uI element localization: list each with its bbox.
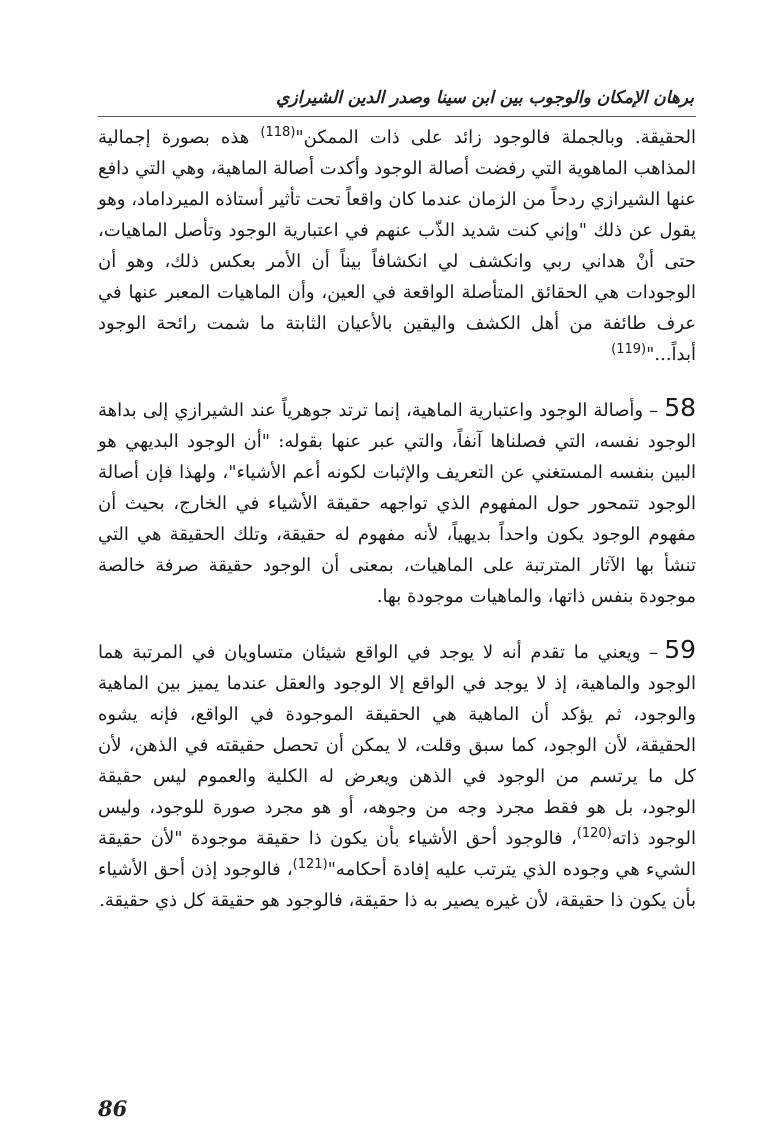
footnote-ref: (118) bbox=[260, 125, 296, 140]
header-divider bbox=[98, 116, 696, 117]
paragraph bbox=[98, 122, 696, 370]
text-run: هذه بصورة إجمالية المذاهب الماهوية التي رفضت أصالة الوجود وأكدت أصالة الماهية، وهي التي دافع عنها الشيرازي ردحاً من الزمان عندما كان واقعاً تحت تأثير أستاذه الميرداماد، وهو يقول عن ذلك "وإني كنت شديد الذّب عنهم في اعتبارية الوجود وتأصل الماهيات، حتى أنْ هداني ربي وانكشف لي انكشافاً بيناً أن الأمر بعكس ذلك، وهو أن الوجودات هي الحقائق المتأصلة الواقعة في العين، وأن الماهيات المعبر عنها في عرف طائفة من أهل الكشف واليقين بالأعيان الثابتة ما شمت رائحة الوجود أبداً..." bbox=[98, 127, 696, 365]
text-run: – ويعني ما تقدم أنه لا يوجد في الواقع شيئان متساويان في المرتبة هما الوجود والماهية، إذ لا يوجد في الواقع إلا الوجود والعقل عندما يميز بين الماهية والوجود، ثم يؤكد أن الماهية هي الحقيقة الموجودة في الواقع، فإنه يشوه الحقيقة، لأن الوجود، كما سبق وقلت، لا يمكن أن تحصل حقيقته في الذهن، لأن كل ما يرتسم من الوجود في الذهن ويعرض له الكلية والعموم ليس حقيقة الوجود، بل هو فقط مجرد وجه من وجوهه، أو هو مجرد صورة للوجود، وليس الوجود ذاته bbox=[98, 642, 697, 849]
text-run: ، فالوجود أحق الأشياء بأن يكون ذا حقيقة موجودة "لأن حقيقة الشيء هي وجوده الذي يترتب عليه إفادة أحكامه" bbox=[98, 828, 696, 880]
page-number: 86 bbox=[98, 1096, 128, 1121]
paragraph-number: 58 bbox=[664, 393, 696, 422]
text-run: ، فالوجود إذن أحق الأشياء بأن يكون ذا حقيقة، لأن غيره يصير به ذا حقيقة، فالوجود هو حقيقة كل ذي حقيقة. bbox=[98, 859, 696, 911]
footnote-ref: (120) bbox=[576, 826, 612, 841]
footnote-ref: (121) bbox=[292, 857, 328, 872]
footnote-ref: (119) bbox=[611, 342, 647, 357]
paragraph-number: 59 bbox=[664, 635, 696, 664]
paragraph bbox=[98, 634, 696, 916]
running-header: برهان الإمكان والوجوب بين ابن سينا وصدر الدين الشيرازي bbox=[276, 88, 694, 108]
body-text bbox=[98, 122, 696, 916]
text-run: الحقيقة. وبالجملة فالوجود زائد على ذات الممكن" bbox=[295, 127, 696, 148]
paragraph bbox=[98, 392, 696, 612]
text-run: – وأصالة الوجود واعتبارية الماهية، إنما ترتد جوهرياً عند الشيرازي إلى بداهة الوجود نفسه، التي فصلناها آنفاً، والتي عبر عنها بقوله: "أن الوجود البديهي هو البين بنفسه المستغني عن التعريف والإثبات لكونه أعم الأشياء"، ولهذا فإن أصالة الوجود تتمحور حول المفهوم الذي تواجهه حقيقة الأشياء في الخارج، بحيث أن مفهوم الوجود يكون واحداً بديهياً، لأنه مفهوم له حقيقة، وتلك الحقيقة هي التي تنشأ بها الآثار المترتبة على الماهيات، بمعنى أن الوجود حقيقة صرفة خالصة موجودة بنفس ذاتها، والماهيات موجودة بها. bbox=[98, 400, 696, 607]
